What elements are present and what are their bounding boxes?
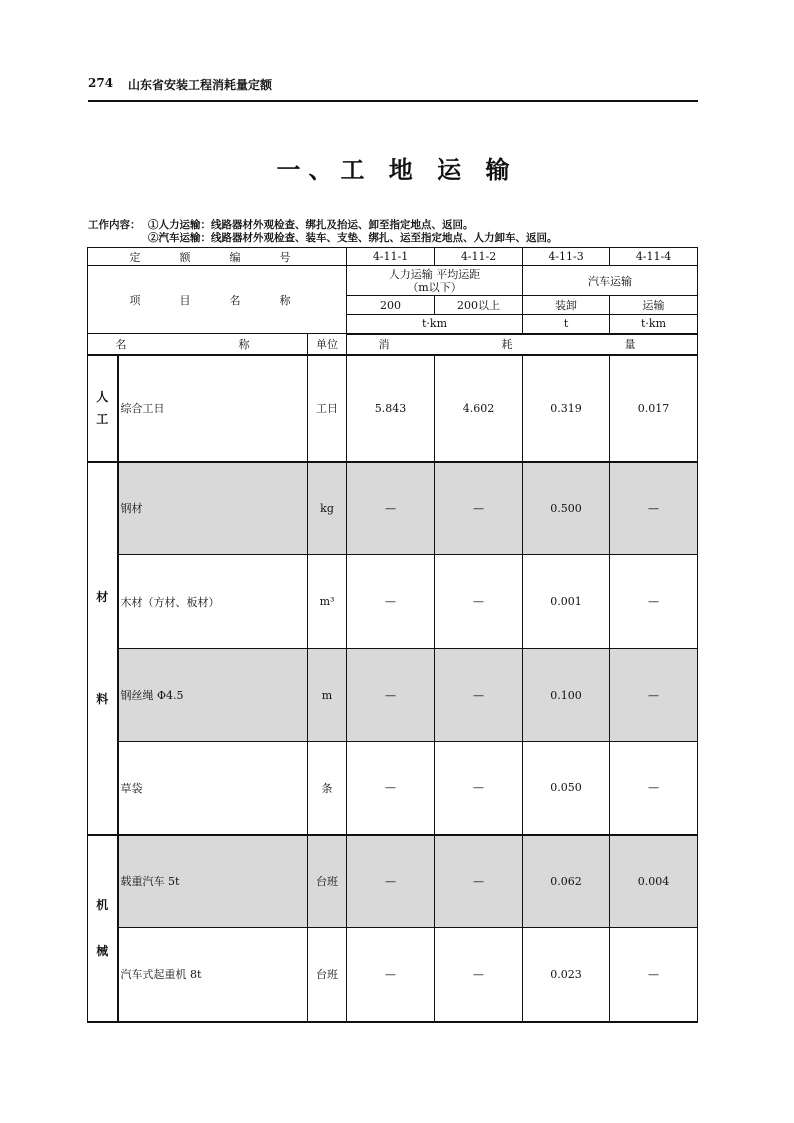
row-value: — xyxy=(347,649,435,742)
row-name: 汽车式起重机 8t xyxy=(118,928,308,1022)
row-name: 钢丝绳 Φ4.5 xyxy=(118,649,308,742)
code-cell: 4-11-3 xyxy=(523,248,610,266)
code-row xyxy=(88,248,698,266)
row-value: — xyxy=(610,555,698,649)
row-unit: kg xyxy=(308,462,347,555)
table-row xyxy=(88,928,698,1022)
row-value: — xyxy=(610,462,698,555)
quota-table xyxy=(87,247,698,1023)
group-manual xyxy=(347,266,523,296)
col-consumption-header: 消 耗 量 xyxy=(347,334,698,355)
row-value: 0.319 xyxy=(523,355,610,462)
row-value: 0.500 xyxy=(523,462,610,555)
row-value: 0.050 xyxy=(523,742,610,835)
row-value: 0.017 xyxy=(610,355,698,462)
col-name-header: 名 称 xyxy=(88,334,308,355)
group-truck: 汽车运输 xyxy=(523,266,698,296)
category-material: 材 料 xyxy=(88,462,118,835)
table-row xyxy=(88,555,698,649)
row-value: 0.001 xyxy=(523,555,610,649)
row-unit: 工日 xyxy=(308,355,347,462)
row-value: — xyxy=(435,649,523,742)
row-value: — xyxy=(347,835,435,928)
group-row xyxy=(88,266,698,296)
sub-label: 运输 xyxy=(610,296,698,315)
work-content-label: 工作内容： xyxy=(88,219,141,231)
row-value: — xyxy=(347,555,435,649)
row-unit: m³ xyxy=(308,555,347,649)
column-header-row xyxy=(88,334,698,355)
sub-label: 装卸 xyxy=(523,296,610,315)
group-manual-sub: （m以下） xyxy=(407,280,462,294)
group-manual-label: 人力运输 平均运距 xyxy=(388,267,481,281)
row-value: 5.843 xyxy=(347,355,435,462)
page-number: 274 xyxy=(88,76,114,90)
row-value: — xyxy=(347,742,435,835)
row-name: 载重汽车 5t xyxy=(118,835,308,928)
unit-top: t xyxy=(523,315,610,334)
category-machine: 机 械 xyxy=(88,835,118,1022)
page-header xyxy=(88,74,698,102)
row-value: — xyxy=(435,555,523,649)
sub-label: 200 xyxy=(347,296,435,315)
book-title: 山东省安装工程消耗量定额 xyxy=(128,78,273,92)
row-value: 0.004 xyxy=(610,835,698,928)
code-label: 定 额 编 号 xyxy=(88,248,347,266)
unit-top: t·km xyxy=(347,315,523,334)
row-value: — xyxy=(347,462,435,555)
work-content-line-2: ②汽车运输：线路器材外观检查、装车、支垫、绑扎、运至指定地点、人力卸车、返回。 xyxy=(148,232,558,244)
code-cell: 4-11-4 xyxy=(610,248,698,266)
row-value: — xyxy=(610,742,698,835)
code-cell: 4-11-1 xyxy=(347,248,435,266)
row-value: — xyxy=(435,462,523,555)
row-unit: 台班 xyxy=(308,835,347,928)
row-value: — xyxy=(435,742,523,835)
table-row xyxy=(88,649,698,742)
row-unit: 台班 xyxy=(308,928,347,1022)
code-cell: 4-11-2 xyxy=(435,248,523,266)
unit-top: t·km xyxy=(610,315,698,334)
table-row xyxy=(88,462,698,555)
row-name: 草袋 xyxy=(118,742,308,835)
row-value: — xyxy=(610,928,698,1022)
row-name: 综合工日 xyxy=(118,355,308,462)
row-value: 0.100 xyxy=(523,649,610,742)
row-unit: m xyxy=(308,649,347,742)
col-unit-header: 单位 xyxy=(308,334,347,355)
row-value: — xyxy=(435,928,523,1022)
row-value: — xyxy=(435,835,523,928)
row-name: 钢材 xyxy=(118,462,308,555)
sub-label: 200以上 xyxy=(435,296,523,315)
row-value: 4.602 xyxy=(435,355,523,462)
row-unit: 条 xyxy=(308,742,347,835)
table-row xyxy=(88,355,698,462)
row-value: 0.062 xyxy=(523,835,610,928)
row-value: — xyxy=(610,649,698,742)
category-labor: 人 工 xyxy=(88,355,118,462)
section-title: 一、工 地 运 输 xyxy=(276,155,518,184)
row-name: 木材（方材、板材） xyxy=(118,555,308,649)
row-value: 0.023 xyxy=(523,928,610,1022)
work-content xyxy=(88,219,558,245)
item-label: 项 目 名 称 xyxy=(88,266,347,334)
table-row xyxy=(88,742,698,835)
work-content-line-1: ①人力运输：线路器材外观检查、绑扎及抬运、卸至指定地点、返回。 xyxy=(148,219,474,231)
row-value: — xyxy=(347,928,435,1022)
table-row xyxy=(88,835,698,928)
